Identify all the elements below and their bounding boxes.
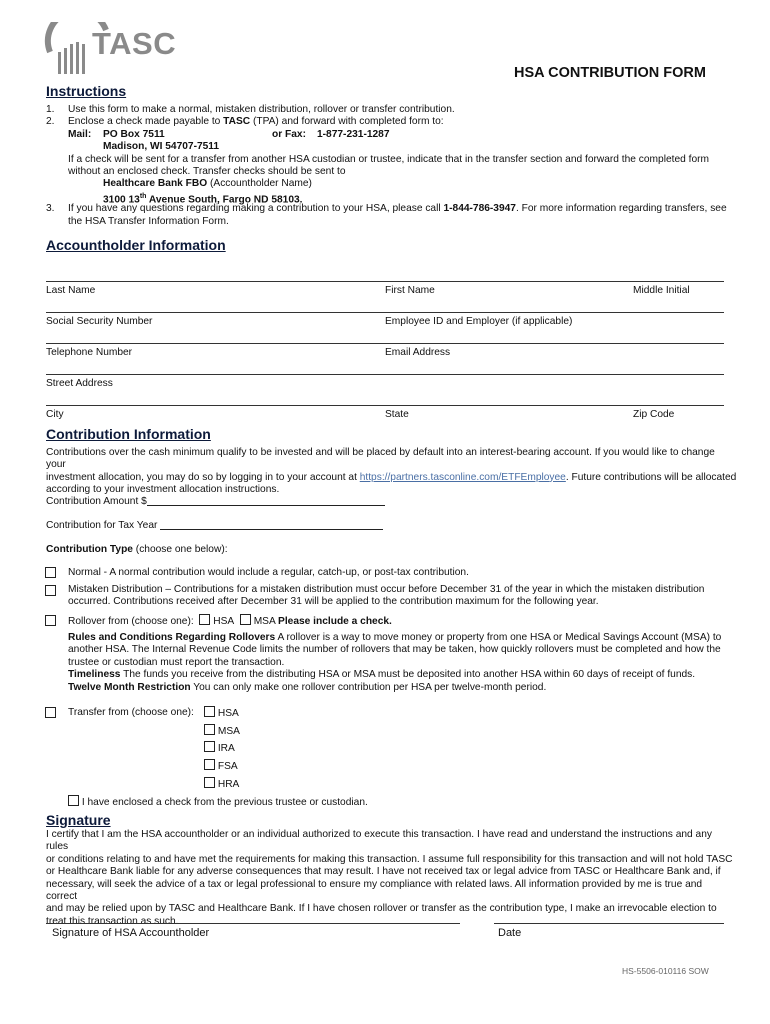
email-label: Email Address (385, 347, 451, 358)
rollover-hsa-checkbox[interactable] (199, 614, 210, 625)
last-name-label: Last Name (46, 285, 96, 296)
street-label: Street Address (46, 378, 113, 389)
name-line[interactable] (46, 281, 724, 282)
enclosed-check-row: I have enclosed a check from the previous trustee or custodian. (68, 795, 368, 809)
transfer-option-fsa: FSA (204, 759, 238, 773)
transfer-label: Transfer from (choose one): (68, 707, 194, 718)
signature-certification: I certify that I am the HSA accountholder or an individual authorized to execute this transaction. I have read and understand the instructions and any rules or conditions relating to and have met the requirements for making this transaction. I assume full responsibility for this transaction and will not hold TASC or Healthcare Bank liable for any adverse consequences that may result. I have not received tax or legal advice from TASC or Healthcare Bank and, if necessary, will seek the advice of a tax or legal professional to ensure my compliance with related laws. All information provided by me is true and correct and may be relied upon by TASC and Healthcare Bank. If I have chosen rollover or transfer as the contribution type, I make an irrevocable election to treat this transaction as such. (46, 829, 733, 927)
accountholder-title: Accountholder Information (46, 237, 226, 253)
enclosed-check-checkbox[interactable] (68, 795, 79, 806)
signature-title: Signature (46, 812, 111, 828)
etf-link[interactable]: https://partners.tasconline.com/ETFEmployee (359, 471, 566, 483)
first-name-label: First Name (385, 285, 435, 296)
employee-id-label: Employee ID and Employer (if applicable) (385, 316, 573, 327)
rollover-checkbox[interactable] (45, 615, 56, 626)
contribution-type-label: Contribution Type (choose one below): (46, 544, 228, 555)
signature-line[interactable] (46, 923, 460, 924)
tax-year-field[interactable] (160, 519, 383, 530)
date-label: Date (498, 927, 522, 939)
rollover-rules: Rules and Conditions Regarding Rollovers A rollover is a way to move money or property from one HSA or Medical Savings Account (MSA) to another HSA. The Internal Revenue Code limits the number of rollovers that may be taken, how quickly rollovers must be completed and how the trustee or custodian must report the transaction. Timeliness The funds you receive from the distributing HSA or MSA must be deposited into another HSA within 60 days of receipt of funds. Twelve Month Restriction You can only make one rollover contribution per HSA per twelve-month period. (68, 632, 722, 693)
transfer-option-hsa: HSA (204, 706, 239, 720)
transfer-checkbox[interactable] (45, 707, 56, 718)
ssn-label: Social Security Number (46, 316, 153, 327)
city-line[interactable] (46, 405, 724, 406)
signature-label: Signature of HSA Accountholder (52, 927, 210, 939)
normal-label: Normal - A normal contribution would include a regular, catch-up, or post-tax contribution. (68, 567, 469, 578)
date-line[interactable] (494, 923, 724, 924)
transfer-option-hra: HRA (204, 777, 239, 791)
state-label: State (385, 409, 409, 420)
normal-checkbox[interactable] (45, 567, 56, 578)
mistaken-distribution-label: Mistaken Distribution – Contributions for a mistaken distribution must occur before December 31 of the year in which the mistaken distribution occurred. Contributions received after December 31 will be applied to the contribution maximum for the following year. (68, 584, 705, 608)
phone-line[interactable] (46, 343, 724, 344)
city-label: City (46, 409, 64, 420)
transfer-ira-checkbox[interactable] (204, 741, 215, 752)
transfer-hra-checkbox[interactable] (204, 777, 215, 788)
contribution-amount-row: Contribution Amount $ (46, 495, 385, 508)
transfer-msa-checkbox[interactable] (204, 724, 215, 735)
rollover-row: Rollover from (choose one): HSA MSA Please include a check. (68, 616, 392, 627)
instructions-title: Instructions (46, 83, 127, 99)
rollover-msa-checkbox[interactable] (240, 614, 251, 625)
zip-label: Zip Code (633, 409, 675, 420)
contribution-amount-field[interactable] (147, 495, 385, 506)
logo-text: TASC (92, 26, 177, 61)
street-line[interactable] (46, 374, 724, 375)
contribution-intro: Contributions over the cash minimum qualify to be invested and will be placed by default into an interest-bearing account. If you would like to change your investment allocation, you may do so by logging in to your account at https://partners.tasconline.com/ETFEmployee. Future contributions will be allocated according to your investment allocation instructions. (46, 447, 737, 496)
transfer-option-ira: IRA (204, 741, 235, 755)
mistaken-distribution-checkbox[interactable] (45, 585, 56, 596)
instructions-list: 1. Use this form to make a normal, mistaken distribution, rollover or transfer contribution. 2. Enclose a check made payable to TASC (TPA) and forward with completed form to: Mail: PO Box 7511 or Fax: 1-877-231-1287 Madison, WI 54707-7511 If a check will be sent for a transfer from another HSA custodian or trustee, indicate that in the transfer section and forward the completed form without an enclosed check. Transfer checks should be sent to Healthcare Bank FBO (Accountholder Name) 3100 13th Avenue South, Fargo ND 58103. 3. If you have any questions regarding making a contribution to your HSA, please call 1-844-786-3947. For more information regarding transfers, see the HSA Transfer Information Form. (46, 104, 727, 227)
tax-year-row: Contribution for Tax Year (46, 519, 383, 532)
transfer-fsa-checkbox[interactable] (204, 759, 215, 770)
middle-initial-label: Middle Initial (633, 285, 690, 296)
form-code: HS-5506-010116 SOW (622, 966, 709, 976)
contribution-title: Contribution Information (46, 426, 211, 442)
ssn-line[interactable] (46, 312, 724, 313)
form-title: HSA CONTRIBUTION FORM (514, 65, 706, 81)
transfer-hsa-checkbox[interactable] (204, 706, 215, 717)
telephone-label: Telephone Number (46, 347, 133, 358)
transfer-option-msa: MSA (204, 724, 240, 738)
